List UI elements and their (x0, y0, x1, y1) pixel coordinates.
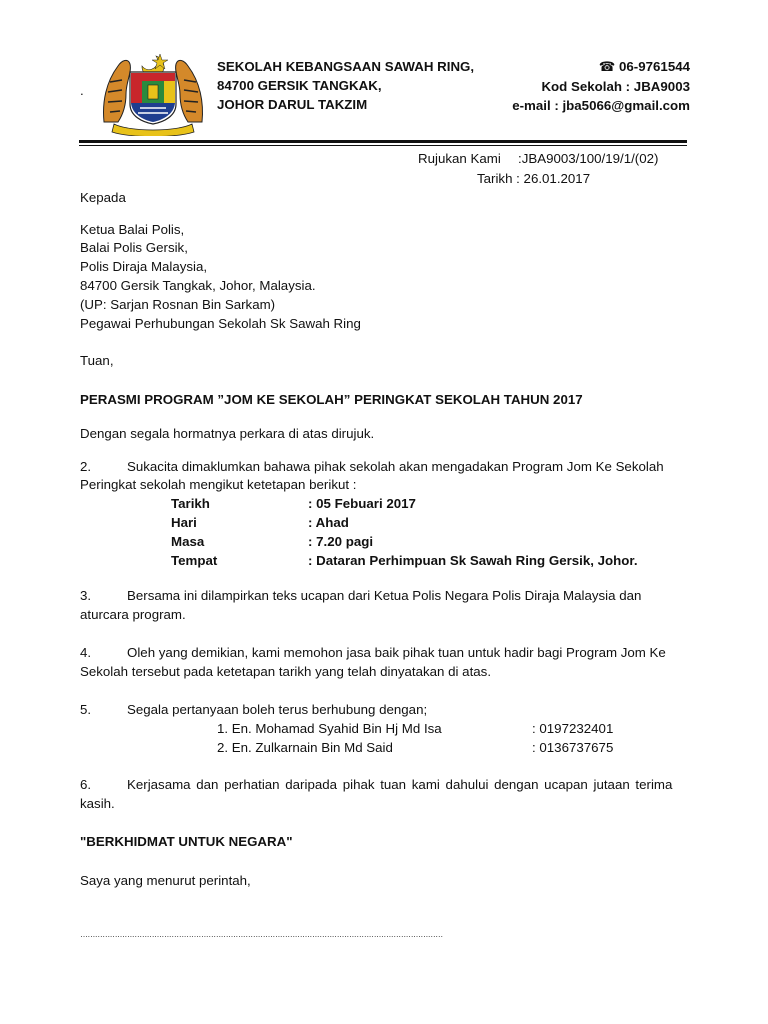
motto: "BERKHIDMAT UNTUK NEGARA" (80, 834, 293, 849)
paragraph-4-line: Oleh yang demikian, kami memohon jasa baik pihak tuan untuk hadir bagi Program Jom Ke (127, 645, 666, 660)
salutation: Tuan, (80, 353, 114, 368)
paragraph-3-line: aturcara program. (80, 607, 186, 622)
contact-name: 2. En. Zulkarnain Bin Md Said (217, 740, 393, 755)
paragraph-number: 2. (80, 459, 92, 474)
contact-name: 1. En. Mohamad Syahid Bin Hj Md Isa (217, 721, 442, 736)
header-rule-thick (79, 140, 687, 143)
school-code: Kod Sekolah : JBA9003 (541, 79, 690, 94)
detail-value: : Ahad (308, 515, 349, 530)
letter-date: Tarikh : 26.01.2017 (477, 171, 591, 186)
detail-label: Masa (171, 534, 205, 549)
school-name: SEKOLAH KEBANGSAAN SAWAH RING, (217, 59, 475, 74)
reference-label: Rujukan Kami (418, 151, 501, 166)
detail-label: Tarikh (171, 496, 210, 511)
closing: Saya yang menurut perintah, (80, 873, 251, 888)
paragraph-2-line: Sukacita dimaklumkan bahawa pihak sekolah akan mengadakan Program Jom Ke Sekolah (127, 459, 664, 474)
header-rule-thin (79, 145, 687, 146)
paragraph-5-line: Segala pertanyaan boleh terus berhubung dengan; (127, 702, 428, 717)
recipient-line: Ketua Balai Polis, (80, 222, 185, 237)
contact-phone: : 0197232401 (532, 721, 614, 736)
reference-value: :JBA9003/100/19/1/(02) (518, 151, 659, 166)
paragraph-number: 4. (80, 645, 92, 660)
recipient-line: Pegawai Perhubungan Sekolah Sk Sawah Ring (80, 316, 361, 331)
school-email: e-mail : jba5066@gmail.com (512, 98, 690, 113)
recipient-line: (UP: Sarjan Rosnan Bin Sarkam) (80, 297, 276, 312)
detail-label: Tempat (171, 553, 218, 568)
school-phone (599, 59, 690, 75)
detail-value: : Dataran Perhimpuan Sk Sawah Ring Gersik, Johor. (308, 553, 638, 568)
kepada-label: Kepada (80, 190, 126, 205)
school-address-line: 84700 GERSIK TANGKAK, (217, 78, 382, 93)
paragraph-number: 5. (80, 702, 92, 717)
phone-number: 06-9761544 (619, 59, 690, 74)
recipient-line: Balai Polis Gersik, (80, 240, 188, 255)
recipient-line: Polis Diraja Malaysia, (80, 259, 208, 274)
paragraph-number: 3. (80, 588, 92, 603)
header-dot: . (80, 83, 84, 98)
paragraph-2-line: Peringkat sekolah mengikut ketetapan berikut : (80, 477, 357, 492)
paragraph-6-line: Kerjasama dan perhatian daripada pihak tuan kami dahului dengan ucapan jutaan terima (127, 777, 673, 792)
jata-negara-crest-icon (100, 52, 206, 136)
detail-value: : 7.20 pagi (308, 534, 374, 549)
recipient-line: 84700 Gersik Tangkak, Johor, Malaysia. (80, 278, 316, 293)
paragraph-4-line: Sekolah tersebut pada ketetapan tarikh yang telah dinyatakan di atas. (80, 664, 492, 679)
letter-subject: PERASMI PROGRAM ”JOM KE SEKOLAH” PERINGKAT SEKOLAH TAHUN 2017 (80, 392, 583, 407)
signature-line: ………………………………………………………………………………………………………………………………… (80, 930, 443, 939)
paragraph-number: 6. (80, 777, 92, 792)
contact-phone: : 0136737675 (532, 740, 614, 755)
intro-paragraph: Dengan segala hormatnya perkara di atas dirujuk. (80, 426, 375, 441)
telephone-icon: ☎ (598, 60, 616, 75)
school-state-line: JOHOR DARUL TAKZIM (217, 97, 368, 112)
paragraph-6-line: kasih. (80, 796, 115, 811)
detail-label: Hari (171, 515, 197, 530)
detail-value: : 05 Febuari 2017 (308, 496, 416, 511)
paragraph-3-line: Bersama ini dilampirkan teks ucapan dari Ketua Polis Negara Polis Diraja Malaysia dan (127, 588, 642, 603)
